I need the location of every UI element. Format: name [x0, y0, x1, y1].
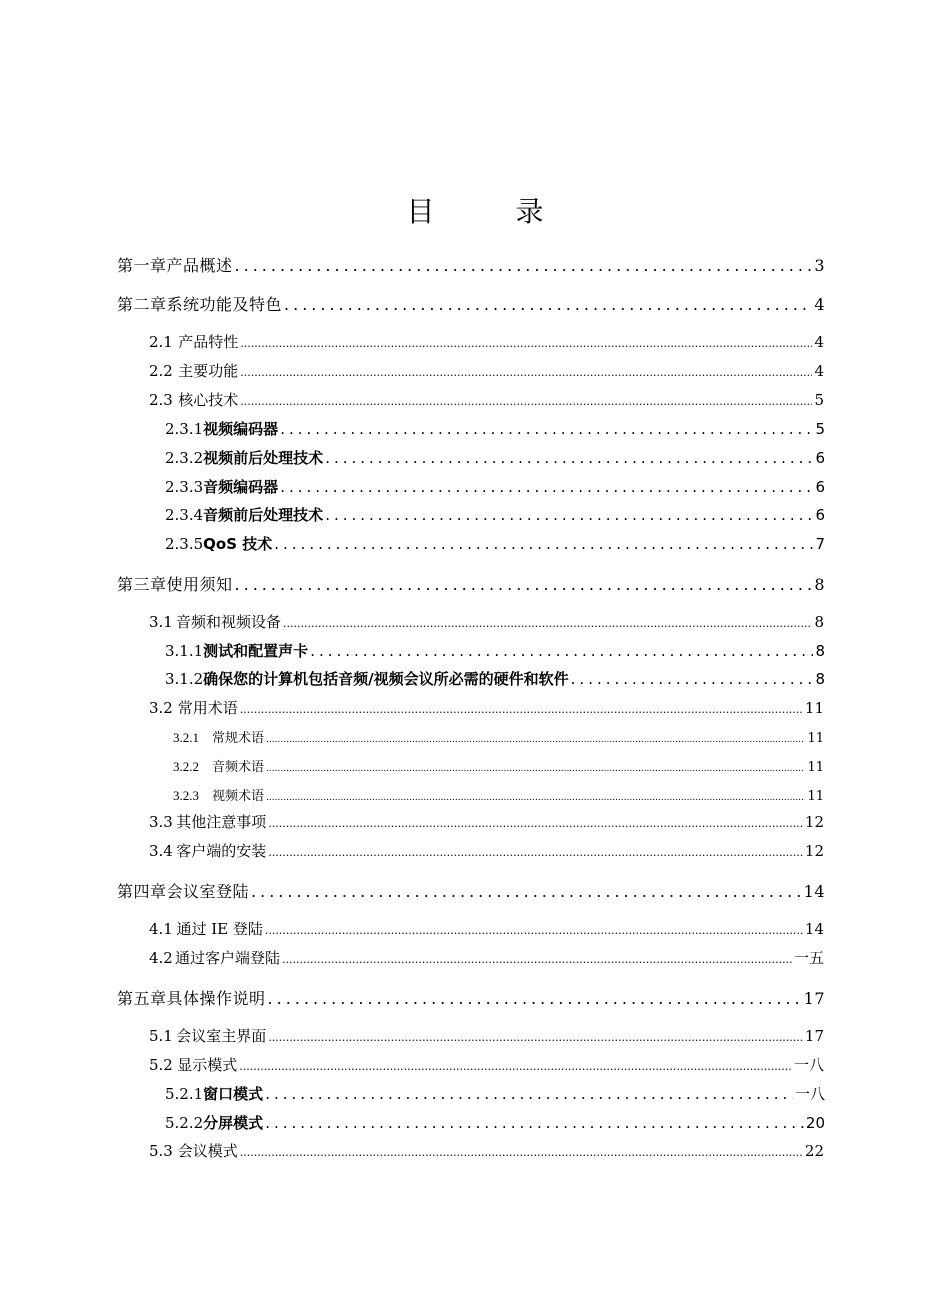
- toc-entry-title: 客户端的安装: [176, 842, 267, 860]
- toc-entry-page: 11: [807, 731, 824, 746]
- toc-entry-number: 3.2.1: [173, 730, 199, 745]
- toc-entry[interactable]: [149, 360, 824, 381]
- toc-entry-number: 2.3.5: [165, 535, 204, 553]
- toc-entry-page: 14: [803, 882, 825, 901]
- toc-entry-page: 8: [815, 670, 825, 688]
- toc-entry[interactable]: [165, 533, 825, 554]
- toc-entry[interactable]: [165, 476, 825, 497]
- toc-leader: [282, 953, 792, 966]
- toc-entry[interactable]: [149, 1140, 824, 1161]
- toc-entry-number: 5.2.1: [165, 1085, 204, 1103]
- toc-entry-title: QoS 技术: [203, 535, 273, 553]
- toc-leader: [265, 1085, 793, 1103]
- toc-entry-title: 音频术语: [212, 760, 265, 775]
- toc-entry-title: 会议室登陆: [166, 882, 250, 901]
- toc-entry[interactable]: [173, 785, 824, 804]
- toc-entry[interactable]: [149, 947, 824, 968]
- toc-entry-number: 3.2: [149, 699, 173, 717]
- toc-leader: [280, 478, 813, 496]
- toc-entry[interactable]: [149, 811, 824, 832]
- toc-entry-number: 5.3: [149, 1142, 173, 1160]
- toc-entry-page: 5: [814, 391, 824, 409]
- toc-leader: [266, 735, 805, 745]
- toc-entry-title: 测试和配置声卡: [203, 642, 309, 660]
- toc-leader: [284, 295, 812, 314]
- toc-entry-page: 12: [804, 813, 824, 831]
- toc-entry-number: 3.2.3: [173, 788, 199, 803]
- toc-entry-page: 4: [814, 295, 825, 314]
- toc-entry-page: 8: [814, 575, 825, 594]
- toc-entry-title: 视频术语: [212, 789, 265, 804]
- toc-entry[interactable]: [149, 697, 824, 718]
- toc-entry[interactable]: [165, 1112, 825, 1133]
- toc-entry[interactable]: [149, 840, 824, 861]
- toc-entry-title: 会议模式: [177, 1142, 238, 1160]
- toc-entry-page: 5: [815, 420, 825, 438]
- toc-entry-title: 产品特性: [178, 333, 239, 351]
- toc-entry-page: 8: [815, 642, 825, 660]
- toc-entry[interactable]: [165, 447, 825, 468]
- toc-entry-page: 22: [804, 1142, 824, 1160]
- toc-entry-title: 音频前后处理技术: [203, 506, 324, 524]
- toc-entry-number: 5.2.2: [165, 1114, 204, 1132]
- toc-title: 目 录: [406, 195, 580, 228]
- toc-leader: [235, 575, 813, 594]
- toc-entry[interactable]: [117, 879, 825, 902]
- toc-entry-title: 具体操作说明: [166, 989, 266, 1008]
- toc-entry-number: 2.3.2: [165, 449, 204, 467]
- toc-entry[interactable]: [117, 253, 825, 276]
- toc-entry-page: 6: [815, 478, 825, 496]
- toc-entry-number: 第四章: [117, 882, 167, 901]
- toc-entry[interactable]: [149, 389, 824, 410]
- toc-entry-title: 系统功能及特色: [166, 295, 283, 314]
- toc-entry-number: 2.3.1: [165, 420, 204, 438]
- toc-leader: [240, 366, 812, 379]
- toc-leader: [310, 642, 813, 660]
- toc-entry-page: 11: [807, 789, 824, 804]
- toc-entry[interactable]: [165, 1083, 825, 1104]
- toc-entry-title: 窗口模式: [203, 1085, 264, 1103]
- toc-entry-number: 3.1: [149, 613, 173, 631]
- toc-entry-title: 产品概述: [166, 256, 233, 275]
- toc-entry-page: 一五: [793, 949, 824, 967]
- toc-leader: [266, 793, 805, 803]
- toc-entry-page: 17: [803, 989, 825, 1008]
- toc-entry[interactable]: [149, 331, 824, 352]
- toc-leader: [268, 817, 803, 830]
- toc-entry-number: 2.1: [149, 333, 173, 351]
- toc-entry-number: 第五章: [117, 989, 167, 1008]
- toc-entry-number: 2.3.3: [165, 478, 204, 496]
- toc-entry-title: 确保您的计算机包括音频/视频会议所必需的硬件和软件: [203, 670, 569, 688]
- toc-entry-page: 一八: [793, 1056, 824, 1074]
- toc-entry-title: 会议室主界面: [176, 1027, 267, 1045]
- toc-entry-page: 4: [814, 333, 824, 351]
- toc-entry[interactable]: [165, 640, 825, 661]
- toc-entry-number: 第二章: [117, 295, 167, 314]
- toc-entry[interactable]: [117, 292, 825, 315]
- toc-entry-page: 12: [804, 842, 824, 860]
- toc-entry-number: 第三章: [117, 575, 167, 594]
- toc-entry[interactable]: [149, 1054, 824, 1075]
- toc-entry-number: 5.1: [149, 1027, 173, 1045]
- toc-entry-number: 5.2: [149, 1056, 173, 1074]
- toc-leader: [239, 1060, 792, 1073]
- toc-entry-number: 第一章: [117, 256, 167, 275]
- toc-entry-title: 常规术语: [212, 731, 265, 746]
- toc-entry-title: 视频编码器: [203, 420, 279, 438]
- toc-entry-number: 4.2: [149, 949, 173, 967]
- toc-leader: [240, 395, 812, 408]
- toc-entry-number: 3.3: [149, 813, 173, 831]
- toc-entry[interactable]: [149, 1025, 824, 1046]
- toc-entry-title: 分屏模式: [203, 1114, 264, 1132]
- toc-entry-page: 11: [807, 760, 824, 775]
- toc-entry[interactable]: [165, 504, 825, 525]
- toc-entry-number: 3.1.2: [165, 670, 204, 688]
- toc-entry-title: 常用术语: [177, 699, 238, 717]
- toc-entry-number: 2.2: [149, 362, 173, 380]
- toc-entry-page: 8: [814, 613, 824, 631]
- toc-entry-title: 核心技术: [178, 391, 239, 409]
- toc-entry-title: 视频前后处理技术: [203, 449, 324, 467]
- toc-entry-title: 音频编码器: [203, 478, 279, 496]
- toc-leader: [266, 764, 805, 774]
- toc-entry-title: 通过 IE 登陆: [176, 920, 263, 938]
- toc-entry-page: 17: [804, 1027, 824, 1045]
- toc-leader: [268, 846, 803, 859]
- toc-entry-page: 3: [814, 256, 825, 275]
- toc-leader: [325, 449, 813, 467]
- toc-leader: [251, 882, 802, 901]
- toc-entry-title: 显示模式: [177, 1056, 238, 1074]
- toc-entry-page: 11: [804, 699, 824, 717]
- toc-entry[interactable]: [173, 727, 824, 746]
- toc-entry-number: 2.3: [149, 391, 173, 409]
- toc-leader: [240, 1146, 803, 1159]
- toc-leader: [268, 1031, 803, 1044]
- toc-leader: [268, 989, 802, 1008]
- toc-entry[interactable]: [117, 572, 825, 595]
- toc-entry-title: 主要功能: [178, 362, 239, 380]
- toc-entry[interactable]: [165, 418, 825, 439]
- toc-entry[interactable]: [165, 668, 825, 689]
- toc-entry-number: 3.4: [149, 842, 173, 860]
- toc-entry-title: 音频和视频设备: [176, 613, 282, 631]
- toc-entry-page: 6: [815, 449, 825, 467]
- toc-leader: [571, 670, 814, 688]
- toc-entry[interactable]: [149, 918, 824, 939]
- toc-entry-number: 4.1: [149, 920, 173, 938]
- toc-entry[interactable]: [117, 986, 825, 1009]
- toc-entry-page: 6: [815, 506, 825, 524]
- toc-entry-page: 7: [815, 535, 825, 553]
- toc-entry[interactable]: [173, 756, 824, 775]
- toc-entry-title: 通过客户端登陆: [175, 949, 281, 967]
- toc-leader: [274, 535, 813, 553]
- toc-entry-number: 3.1.1: [165, 642, 204, 660]
- toc-leader: [240, 703, 803, 716]
- toc-leader: [265, 1114, 804, 1132]
- toc-entry-page: 14: [804, 920, 824, 938]
- toc-entry-number: 3.2.2: [173, 759, 199, 774]
- toc-entry-title: 使用须知: [166, 575, 233, 594]
- toc-leader: [235, 256, 813, 275]
- toc-entry-page: 20: [805, 1114, 825, 1132]
- toc-leader: [240, 337, 812, 350]
- toc-leader: [325, 506, 813, 524]
- toc-entry[interactable]: [149, 611, 824, 632]
- toc-entry-page: 一八: [794, 1085, 825, 1103]
- toc-entry-title: 其他注意事项: [176, 813, 267, 831]
- toc-entry-page: 4: [814, 362, 824, 380]
- toc-entry-number: 2.3.4: [165, 506, 204, 524]
- toc-leader: [280, 420, 813, 438]
- toc-leader: [283, 617, 812, 630]
- toc-leader: [265, 924, 803, 937]
